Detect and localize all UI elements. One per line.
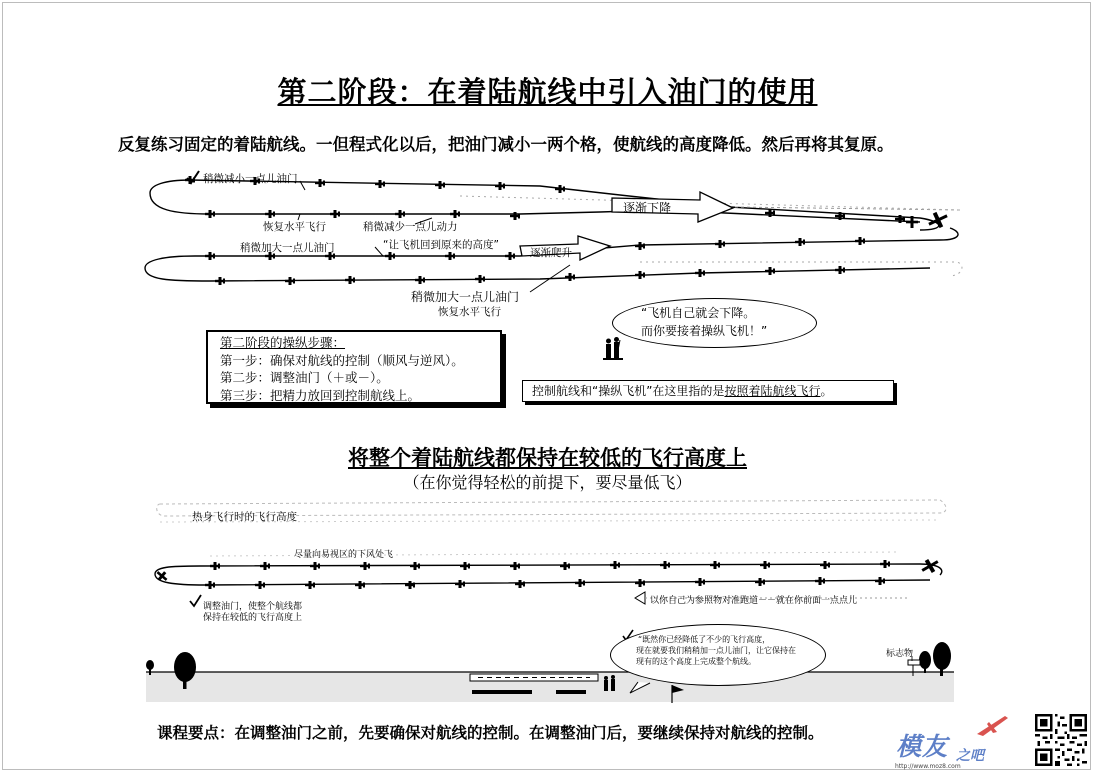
label-reference: 以你自己为参照物对准跑道－－就在你前面一点点儿 xyxy=(650,596,858,606)
label-add-throttle: 稍微加大一点儿油门 xyxy=(240,242,335,254)
watermark-logo: 模友 xyxy=(896,732,949,761)
qr-code-icon xyxy=(1035,714,1087,766)
label-warmup-height: 热身飞行时的飞行高度 xyxy=(192,511,297,523)
label-adjust-2: 保持在较低的飞行高度上 xyxy=(203,613,303,623)
watermark-url: http://www.moz8.com xyxy=(895,763,961,770)
note-prefix: 控制航线和“操纵飞机”在这里指的是 xyxy=(532,384,725,398)
bubble2-line3: 现有的这个高度上完成整个航线。 xyxy=(636,657,756,666)
step-2: 第二步：调整油门（＋或－）。 xyxy=(220,370,389,385)
label-return-height: “让飞机回到原来的高度” xyxy=(383,239,499,251)
label-adjust-1: 调整油门，使整个航线都 xyxy=(203,602,303,612)
label-level-flight-2: 恢复水平飞行 xyxy=(438,306,501,318)
watermark-logo-2: 之吧 xyxy=(956,748,984,764)
label-level-flight: 恢复水平飞行 xyxy=(263,221,326,233)
label-add-throttle-2: 稍微加大一点儿油门 xyxy=(411,290,520,304)
label-reduce-power: 稍微减少一点儿动力 xyxy=(363,221,458,233)
label-downwind: 尽量向易视区的下风处飞 xyxy=(294,550,394,560)
arrow-climb-label: 逐渐爬升 xyxy=(530,247,572,259)
note-underlined: 按照着陆航线飞行 xyxy=(724,384,821,398)
step-3: 第三步：把精力放回到控制航线上。 xyxy=(220,387,421,403)
section2-title: 将整个着陆航线都保持在较低的飞行高度上 xyxy=(348,446,747,470)
label-reduce-throttle: 稍微减小一点儿油门 xyxy=(203,173,298,185)
page-subtitle: 反复练习固定的着陆航线。一但程式化以后，把油门减小一两个格，使航线的高度降低。然后再将其复原。 xyxy=(118,135,894,154)
note-box xyxy=(522,380,894,402)
footer-keypoints: 课程要点：在调整油门之前，先要确保对航线的控制。在调整油门后，要继续保持对航线的控制。 xyxy=(157,724,824,742)
section2-subtitle: （在你觉得轻松的前提下，要尽量低飞） xyxy=(403,473,692,492)
steps-heading: 第二阶段的操纵步骤： xyxy=(220,335,346,350)
steps-box xyxy=(206,330,502,404)
label-marker: 标志物 xyxy=(886,649,914,659)
note-suffix: 。 xyxy=(820,384,833,398)
step-1: 第一步：确保对航线的控制（顺风与逆风）。 xyxy=(220,352,464,368)
bubble2-line2: 现在就要我们稍稍加一点儿油门，让它保持在 xyxy=(636,646,796,655)
page-title: 第二阶段：在着陆航线中引入油门的使用 xyxy=(277,75,818,109)
bubble2-line1: “既然你已经降低了不少的飞行高度， xyxy=(638,635,771,644)
tree-right xyxy=(908,642,951,676)
airplane-logo-icon xyxy=(975,712,1011,740)
arrow-descend-label: 逐渐下降 xyxy=(623,201,672,215)
bubble1-line2: 而你要接着操纵飞机！” xyxy=(641,324,768,338)
bubble1-line1: “飞机自己就会下降。 xyxy=(641,306,756,320)
